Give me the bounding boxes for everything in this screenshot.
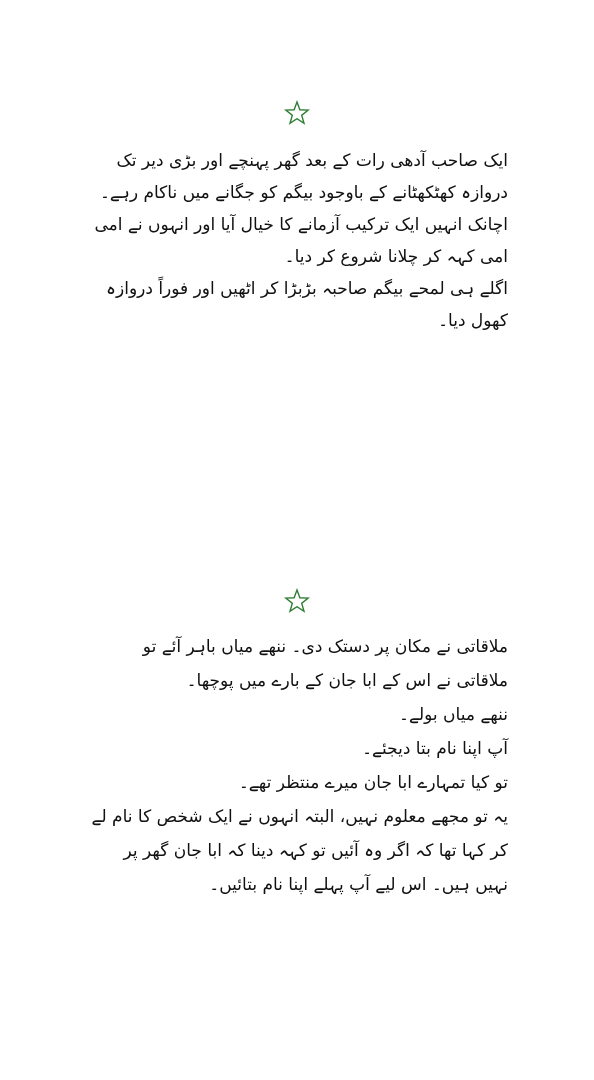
story-two-paragraph-2: ننھے میاں بولے۔: [399, 705, 508, 725]
story-one-paragraph-1: ایک صاحب آدھی رات کے بعد گھر پہنچے اور بڑی دیر تک دروازہ کھٹکھٹانے کے باوجود بیگم کو جگانے میں ناکام رہے۔: [99, 151, 508, 203]
story-two-paragraph-3: آپ اپنا نام بتا دیجئے۔: [362, 739, 508, 759]
story-one-paragraph-3: اگلے ہی لمحے بیگم صاحبہ بڑبڑا کر اٹھیں اور فوراً دروازہ کھول دیا۔: [106, 279, 508, 331]
story-two-paragraph-5: یہ تو مجھے معلوم نہیں، البتہ انہوں نے ایک شخص کا نام لے کر کہا تھا کہ اگر وہ آئیں تو کہہ دینا کہ ابا جان گھر پر نہیں ہیں۔ اس لیے آپ پہلے اپنا نام بتائیں۔: [91, 807, 508, 895]
story-two: [86, 630, 508, 902]
star-icon: [284, 100, 310, 126]
story-two-paragraph-4: تو کیا تمہارے ابا جان میرے منتظر تھے۔: [238, 773, 508, 793]
story-two-paragraph-1: ملاقاتی نے مکان پر دستک دی۔ ننھے میاں باہر آئے تو ملاقاتی نے اس کے ابا جان کے بارے میں پوچھا۔: [142, 637, 508, 691]
story-one-paragraph-2: اچانک انہیں ایک ترکیب آزمانے کا خیال آیا اور انہوں نے امی امی کہہ کر چلانا شروع کر دیا۔: [94, 215, 508, 267]
star-icon: [284, 588, 310, 614]
story-one: [86, 145, 508, 337]
